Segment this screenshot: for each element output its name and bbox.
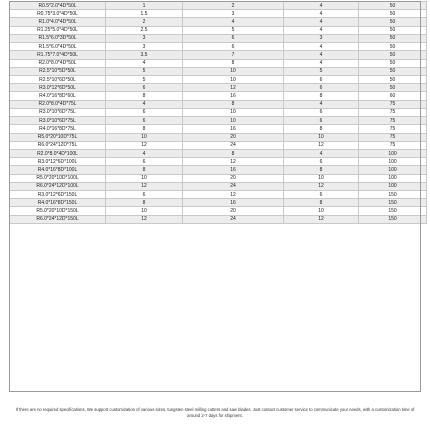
d-cell: 8 <box>106 125 183 133</box>
shank-diameter-cell: 6 <box>284 84 359 92</box>
overall-length-cell: 60 <box>359 92 427 100</box>
shank-diameter-cell: 4 <box>284 2 359 10</box>
l1-cell: 16 <box>183 199 284 207</box>
l1-cell: 16 <box>183 166 284 174</box>
d-cell: 6 <box>106 117 183 125</box>
table-row <box>10 18 427 26</box>
d-cell: 10 <box>106 133 183 141</box>
shank-diameter-cell: 4 <box>284 10 359 18</box>
table-row <box>10 149 427 157</box>
table-row <box>10 141 427 149</box>
d-cell: 2 <box>106 18 183 26</box>
model-cell: R0.75*3.0*4D*50L <box>10 10 106 18</box>
table-row <box>10 75 427 83</box>
model-cell: R3.0*12*6D*150L <box>10 191 106 199</box>
d-cell: 6 <box>106 191 183 199</box>
model-cell: R4.0*16*8D*75L <box>10 125 106 133</box>
customization-note: If there are no required specifications, We support customization of various sizes, tungsten steel milling cutters and saw blades. Just contact customer service to communicate your needs, with a customization time of around 2-7 days for shipment. <box>15 407 415 418</box>
d-cell: 3.5 <box>106 51 183 59</box>
l1-cell: 20 <box>183 174 284 182</box>
overall-length-cell: 75 <box>359 133 427 141</box>
table-row <box>10 100 427 108</box>
shank-diameter-cell: 8 <box>284 199 359 207</box>
l1-cell: 6 <box>183 43 284 51</box>
shank-diameter-cell: 6 <box>284 75 359 83</box>
model-cell: R1.75*7.0*4D*50L <box>10 51 106 59</box>
table-row <box>10 117 427 125</box>
overall-length-cell: 50 <box>359 75 427 83</box>
table-row <box>10 215 427 223</box>
d-cell: 1 <box>106 2 183 10</box>
shank-diameter-cell: 4 <box>284 59 359 67</box>
overall-length-cell: 50 <box>359 2 427 10</box>
shank-diameter-cell: 8 <box>284 166 359 174</box>
shank-diameter-cell: 8 <box>284 92 359 100</box>
shank-diameter-cell: 10 <box>284 207 359 215</box>
model-cell: R6.0*24*12D*100L <box>10 182 106 190</box>
model-cell: R2.0*8.0*4D*75L <box>10 100 106 108</box>
model-cell: R5.0*20*10D*75L <box>10 133 106 141</box>
l1-cell: 12 <box>183 84 284 92</box>
overall-length-cell: 150 <box>359 215 427 223</box>
d-cell: 6 <box>106 108 183 116</box>
l1-cell: 24 <box>183 215 284 223</box>
table-row <box>10 84 427 92</box>
d-cell: 8 <box>106 166 183 174</box>
overall-length-cell: 50 <box>359 51 427 59</box>
l1-cell: 8 <box>183 149 284 157</box>
d-cell: 6 <box>106 158 183 166</box>
table-row <box>10 59 427 67</box>
overall-length-cell: 100 <box>359 166 427 174</box>
shank-diameter-cell: 12 <box>284 182 359 190</box>
model-cell: R6.0*24*12D*150L <box>10 215 106 223</box>
l1-cell: 6 <box>183 34 284 42</box>
model-cell: R4.0*16*8D*150L <box>10 199 106 207</box>
d-cell: 5 <box>106 67 183 75</box>
shank-diameter-cell: 10 <box>284 133 359 141</box>
table-row <box>10 108 427 116</box>
table-row <box>10 92 427 100</box>
model-cell: R2.0*8.0*4D*100L <box>10 149 106 157</box>
shank-diameter-cell: 12 <box>284 215 359 223</box>
table-row <box>10 34 427 42</box>
d-cell: 10 <box>106 207 183 215</box>
overall-length-cell: 100 <box>359 182 427 190</box>
overall-length-cell: 50 <box>359 43 427 51</box>
model-cell: R4.0*16*8D*100L <box>10 166 106 174</box>
overall-length-cell: 50 <box>359 26 427 34</box>
shank-diameter-cell: 6 <box>284 108 359 116</box>
overall-length-cell: 50 <box>359 59 427 67</box>
l1-cell: 4 <box>183 18 284 26</box>
d-cell: 6 <box>106 84 183 92</box>
shank-diameter-cell: 4 <box>284 100 359 108</box>
d-cell: 8 <box>106 92 183 100</box>
shank-diameter-cell: 6 <box>284 191 359 199</box>
d-cell: 12 <box>106 182 183 190</box>
shank-diameter-cell: 8 <box>284 125 359 133</box>
l1-cell: 20 <box>183 207 284 215</box>
table-row <box>10 166 427 174</box>
l1-cell: 16 <box>183 92 284 100</box>
specification-table-body <box>10 2 427 224</box>
model-cell: R5.0*20*10D*100L <box>10 174 106 182</box>
l1-cell: 10 <box>183 75 284 83</box>
overall-length-cell: 100 <box>359 174 427 182</box>
shank-diameter-cell: 4 <box>284 51 359 59</box>
model-cell: R3.0*10*6D*75L <box>10 108 106 116</box>
table-row <box>10 174 427 182</box>
model-cell: R2.5*10*5D*50L <box>10 67 106 75</box>
d-cell: 1.5 <box>106 10 183 18</box>
d-cell: 12 <box>106 141 183 149</box>
overall-length-cell: 75 <box>359 125 427 133</box>
shank-diameter-cell: 12 <box>284 141 359 149</box>
d-cell: 2.5 <box>106 26 183 34</box>
overall-length-cell: 50 <box>359 84 427 92</box>
d-cell: 8 <box>106 199 183 207</box>
model-cell: R3.0*12*6D*50L <box>10 84 106 92</box>
shank-diameter-cell: 3 <box>284 34 359 42</box>
table-row <box>10 51 427 59</box>
overall-length-cell: 150 <box>359 199 427 207</box>
model-cell: R4.0*16*8D*60L <box>10 92 106 100</box>
d-cell: 3 <box>106 34 183 42</box>
shank-diameter-cell: 10 <box>284 174 359 182</box>
model-cell: R1.5*6.0*3D*50L <box>10 34 106 42</box>
shank-diameter-cell: 5 <box>284 67 359 75</box>
l1-cell: 16 <box>183 125 284 133</box>
table-row <box>10 125 427 133</box>
model-cell: R1.25*5.0*4D*50L <box>10 26 106 34</box>
overall-length-cell: 50 <box>359 18 427 26</box>
overall-length-cell: 100 <box>359 158 427 166</box>
d-cell: 12 <box>106 215 183 223</box>
shank-diameter-cell: 4 <box>284 43 359 51</box>
model-cell: R1.5*6.0*4D*50L <box>10 43 106 51</box>
overall-length-cell: 75 <box>359 117 427 125</box>
l1-cell: 24 <box>183 141 284 149</box>
shank-diameter-cell: 4 <box>284 26 359 34</box>
shank-diameter-cell: 6 <box>284 117 359 125</box>
overall-length-cell: 50 <box>359 67 427 75</box>
shank-diameter-cell: 4 <box>284 149 359 157</box>
model-cell: R3.0*12*6D*100L <box>10 158 106 166</box>
model-cell: R5.0*20*10D*150L <box>10 207 106 215</box>
d-cell: 5 <box>106 75 183 83</box>
overall-length-cell: 75 <box>359 108 427 116</box>
d-cell: 4 <box>106 59 183 67</box>
overall-length-cell: 50 <box>359 10 427 18</box>
d-cell: 4 <box>106 100 183 108</box>
l1-cell: 8 <box>183 59 284 67</box>
table-row <box>10 26 427 34</box>
table-row <box>10 158 427 166</box>
l1-cell: 7 <box>183 51 284 59</box>
table-row <box>10 199 427 207</box>
table-row <box>10 182 427 190</box>
table-row <box>10 10 427 18</box>
overall-length-cell: 150 <box>359 207 427 215</box>
d-cell: 3 <box>106 43 183 51</box>
l1-cell: 24 <box>183 182 284 190</box>
table-row <box>10 133 427 141</box>
model-cell: R1.0*4.0*4D*50L <box>10 18 106 26</box>
overall-length-cell: 50 <box>359 34 427 42</box>
l1-cell: 10 <box>183 67 284 75</box>
l1-cell: 3 <box>183 10 284 18</box>
d-cell: 4 <box>106 149 183 157</box>
shank-diameter-cell: 6 <box>284 158 359 166</box>
shank-diameter-cell: 4 <box>284 18 359 26</box>
table-row <box>10 43 427 51</box>
l1-cell: 2 <box>183 2 284 10</box>
l1-cell: 12 <box>183 158 284 166</box>
overall-length-cell: 150 <box>359 191 427 199</box>
model-cell: R2.5*10*6D*50L <box>10 75 106 83</box>
table-row <box>10 2 427 10</box>
l1-cell: 5 <box>183 26 284 34</box>
specification-table <box>9 1 427 224</box>
model-cell: R6.0*24*12D*75L <box>10 141 106 149</box>
overall-length-cell: 100 <box>359 149 427 157</box>
l1-cell: 8 <box>183 100 284 108</box>
model-cell: R3.0*10*6D*75L <box>10 117 106 125</box>
l1-cell: 10 <box>183 117 284 125</box>
overall-length-cell: 75 <box>359 141 427 149</box>
overall-length-cell: 75 <box>359 100 427 108</box>
d-cell: 10 <box>106 174 183 182</box>
model-cell: R2.0*8.0*4D*50L <box>10 59 106 67</box>
table-row <box>10 67 427 75</box>
table-row <box>10 207 427 215</box>
l1-cell: 12 <box>183 191 284 199</box>
table-row <box>10 191 427 199</box>
model-cell: R0.5*2.0*4D*50L <box>10 2 106 10</box>
l1-cell: 20 <box>183 133 284 141</box>
l1-cell: 10 <box>183 108 284 116</box>
